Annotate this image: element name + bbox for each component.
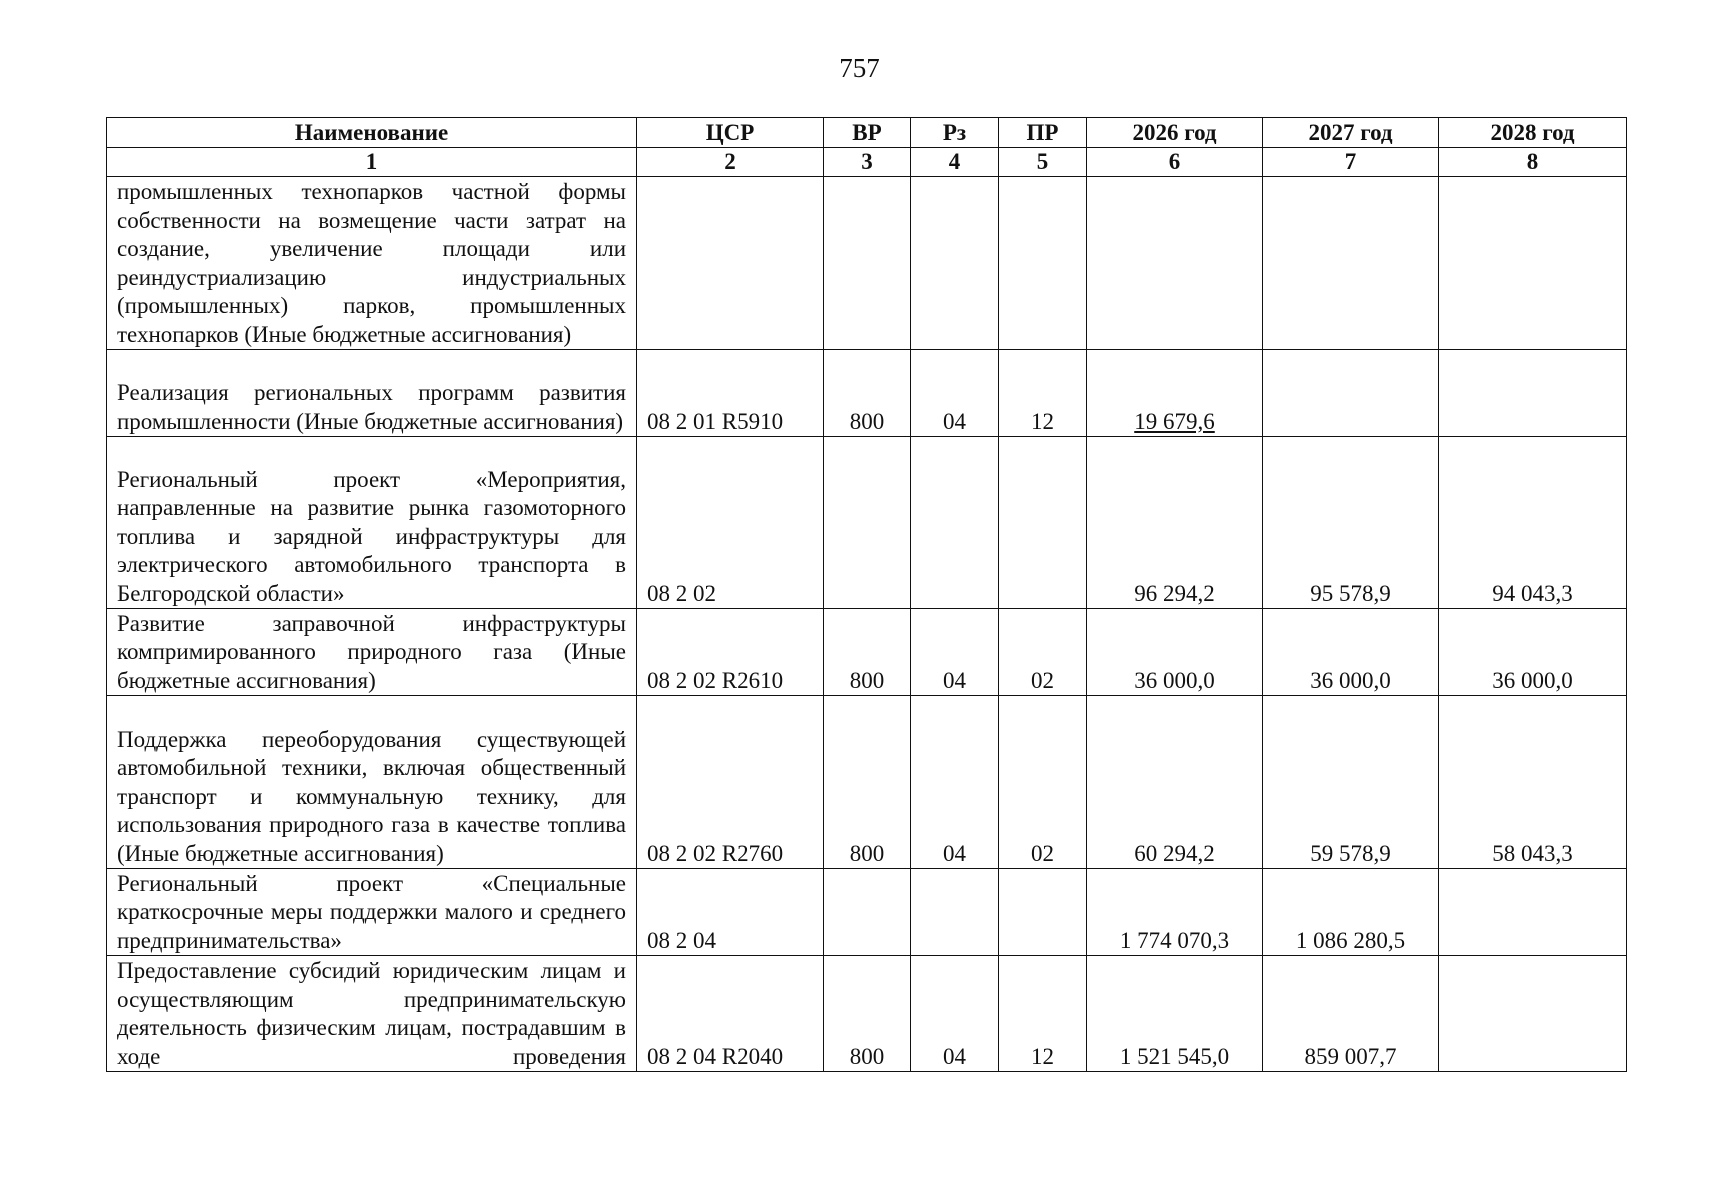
- row-vr: 800: [824, 696, 911, 869]
- row-vr: 800: [824, 350, 911, 437]
- header-2028: 2028 год: [1439, 118, 1627, 148]
- row-2028: 58 043,3: [1439, 696, 1627, 869]
- row-name: промышленных технопарков частной формы собственности на возмещение части затрат на создание, увеличение площади или реиндустриализацию индустриальных (промышленных) парков, промышленных технопарков (Иные бюджетные ассигнования): [107, 177, 637, 350]
- header-number: 3: [824, 148, 911, 177]
- row-rz: 04: [911, 350, 999, 437]
- row-2027: 95 578,9: [1263, 437, 1439, 609]
- row-vr: 800: [824, 956, 911, 1072]
- row-vr: 800: [824, 609, 911, 696]
- header-csr: ЦСР: [637, 118, 824, 148]
- table-row: [107, 437, 1627, 609]
- row-csr: 08 2 02 R2760: [637, 696, 824, 869]
- row-2027: 1 086 280,5: [1263, 869, 1439, 956]
- header-name: Наименование: [107, 118, 637, 148]
- row-2026: 36 000,0: [1087, 609, 1263, 696]
- row-2027: 36 000,0: [1263, 609, 1439, 696]
- header-number: 8: [1439, 148, 1627, 177]
- row-csr: 08 2 02: [637, 437, 824, 609]
- row-2026: 1 521 545,0: [1087, 956, 1263, 1072]
- row-2026-value: 19 679,6: [1134, 408, 1215, 434]
- row-2028: [1439, 350, 1627, 437]
- row-pr: 12: [999, 350, 1087, 437]
- row-vr: [824, 869, 911, 956]
- table-row: [107, 177, 1627, 350]
- table-row: [107, 609, 1627, 696]
- table-row: [107, 696, 1627, 869]
- row-2028: [1439, 956, 1627, 1072]
- row-pr: 12: [999, 956, 1087, 1072]
- header-row: [107, 118, 1627, 148]
- row-2028: 36 000,0: [1439, 609, 1627, 696]
- row-name: Предоставление субсидий юридическим лицам и осуществляющим предпринимательскую деятельность физическим лицам, пострадавшим в ходе проведения: [107, 956, 637, 1072]
- row-pr: 02: [999, 696, 1087, 869]
- row-pr: [999, 177, 1087, 350]
- header-number: 4: [911, 148, 999, 177]
- row-rz: 04: [911, 609, 999, 696]
- row-rz: [911, 177, 999, 350]
- row-2026: 96 294,2: [1087, 437, 1263, 609]
- row-rz: 04: [911, 696, 999, 869]
- row-csr: 08 2 04: [637, 869, 824, 956]
- row-csr: [637, 177, 824, 350]
- row-2027: [1263, 350, 1439, 437]
- row-2026: 60 294,2: [1087, 696, 1263, 869]
- header-number: 7: [1263, 148, 1439, 177]
- header-number: 6: [1087, 148, 1263, 177]
- row-2027: 859 007,7: [1263, 956, 1439, 1072]
- row-pr: [999, 437, 1087, 609]
- page-number: 757: [839, 53, 880, 83]
- header-number-row: [107, 148, 1627, 177]
- row-2027: [1263, 177, 1439, 350]
- budget-table: [106, 117, 1627, 1072]
- header-number: 1: [107, 148, 637, 177]
- row-csr: 08 2 02 R2610: [637, 609, 824, 696]
- row-2028: 94 043,3: [1439, 437, 1627, 609]
- row-name: Поддержка переоборудования существующей автомобильной техники, включая общественный транспорт и коммунальную технику, для использования природного газа в качестве топлива (Иные бюджетные ассигнования): [107, 696, 637, 869]
- row-rz: [911, 437, 999, 609]
- row-rz: [911, 869, 999, 956]
- table-row: [107, 869, 1627, 956]
- row-2028: [1439, 869, 1627, 956]
- header-2026: 2026 год: [1087, 118, 1263, 148]
- header-rz: Рз: [911, 118, 999, 148]
- row-rz: 04: [911, 956, 999, 1072]
- table-row: [107, 956, 1627, 1072]
- row-2027: 59 578,9: [1263, 696, 1439, 869]
- row-name: Региональный проект «Специальные краткосрочные меры поддержки малого и среднего предпринимательства»: [107, 869, 637, 956]
- row-pr: 02: [999, 609, 1087, 696]
- row-2028: [1439, 177, 1627, 350]
- row-2026: 1 774 070,3: [1087, 869, 1263, 956]
- header-number: 2: [637, 148, 824, 177]
- header-vr: ВР: [824, 118, 911, 148]
- row-vr: [824, 437, 911, 609]
- header-pr: ПР: [999, 118, 1087, 148]
- row-csr: 08 2 04 R2040: [637, 956, 824, 1072]
- row-2026: [1087, 350, 1263, 437]
- header-number: 5: [999, 148, 1087, 177]
- row-pr: [999, 869, 1087, 956]
- row-name: Реализация региональных программ развития промышленности (Иные бюджетные ассигнования): [107, 350, 637, 437]
- row-2026: [1087, 177, 1263, 350]
- row-csr: 08 2 01 R5910: [637, 350, 824, 437]
- row-vr: [824, 177, 911, 350]
- header-2027: 2027 год: [1263, 118, 1439, 148]
- table-row: [107, 350, 1627, 437]
- row-name: Региональный проект «Мероприятия, направленные на развитие рынка газомоторного топлива и зарядной инфраструктуры для электрического автомобильного транспорта в Белгородской области»: [107, 437, 637, 609]
- row-name: Развитие заправочной инфраструктуры компримированного природного газа (Иные бюджетные ассигнования): [107, 609, 637, 696]
